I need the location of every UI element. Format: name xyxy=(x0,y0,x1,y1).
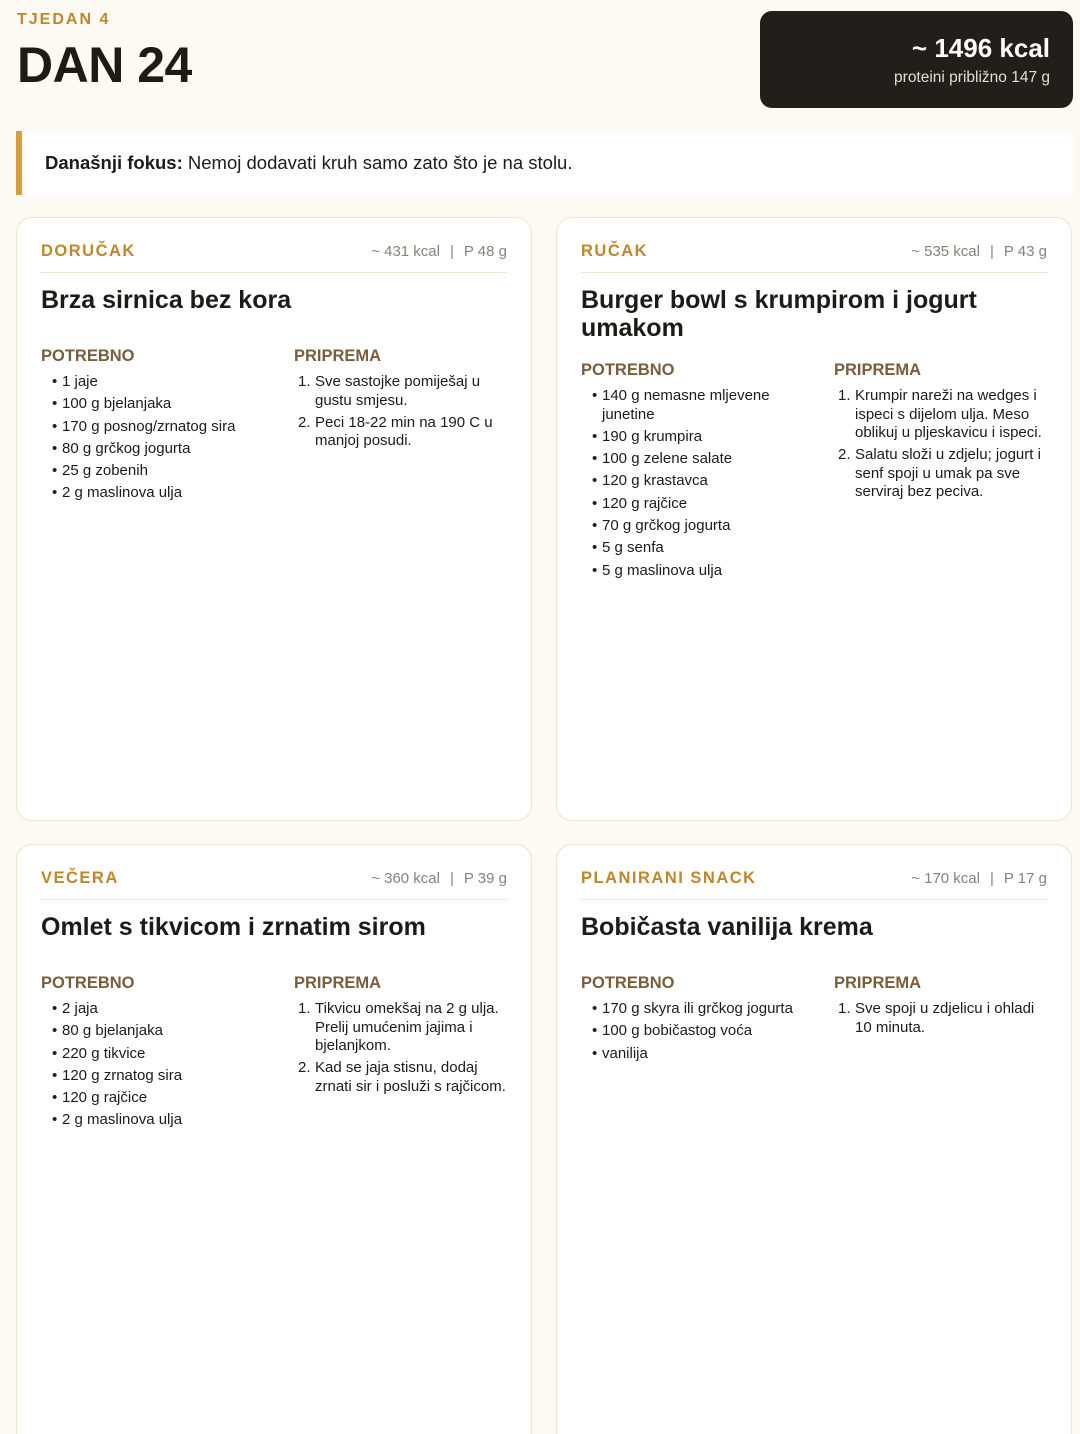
step-item: Sve sastojke pomiješaj u gustu smjesu. xyxy=(315,373,481,409)
ingredients-heading: POTREBNO xyxy=(581,974,675,992)
ingredient-item: • 100 g zelene salate xyxy=(581,450,801,469)
meal-kcal: ~ 431 kcal xyxy=(371,243,440,260)
ingredient-item: • 190 g krumpira xyxy=(581,428,801,447)
week-label: TJEDAN 4 xyxy=(17,11,111,28)
focus-label: Današnji fokus: xyxy=(45,152,183,173)
meal-protein: P 17 g xyxy=(1003,870,1047,887)
ingredient-item: • 2 g maslinova ulja xyxy=(41,1111,261,1130)
ingredients-list xyxy=(41,373,261,503)
meal-card-header xyxy=(581,867,1047,900)
steps-heading: PRIPREMA xyxy=(294,974,382,992)
meal-kcal: ~ 360 kcal xyxy=(371,870,440,887)
daily-focus-callout xyxy=(16,131,1073,195)
meal-title: Omlet s tikvicom i zrnatim sirom xyxy=(41,913,426,941)
meal-title: Burger bowl s krumpirom i jogurt umakom xyxy=(581,286,977,342)
meal-title: Brza sirnica bez kora xyxy=(41,286,292,314)
protein-note: proteini približno 147 g xyxy=(894,69,1050,86)
step-item: Kad se jaja stisnu, dodaj zrnati sir i posluži s rajčicom. xyxy=(315,1059,506,1095)
ingredients-column xyxy=(41,346,261,507)
meal-card-lunch xyxy=(556,217,1072,821)
meal-kcal: ~ 170 kcal xyxy=(911,870,980,887)
steps-list xyxy=(834,1000,1054,1037)
ingredient-item: • 140 g nemasne mljevene junetine xyxy=(581,387,801,424)
ingredient-item: • 70 g grčkog jogurta xyxy=(581,517,801,536)
ingredient-item: • 100 g bobičastog voća xyxy=(581,1022,801,1041)
meal-label: RUČAK xyxy=(581,242,649,260)
step-item: Peci 18-22 min na 190 C u manjoj posudi. xyxy=(315,413,493,450)
step-item: Tikvicu omekšaj na 2 g ulja. Prelij umućenim jajima i bjelanjkom. xyxy=(315,1000,499,1054)
meal-protein: P 48 g xyxy=(463,243,507,260)
ingredient-item: • 120 g rajčice xyxy=(581,495,801,514)
meal-card-header xyxy=(41,867,507,900)
meal-kcal: ~ 535 kcal xyxy=(911,243,980,260)
ingredient-item: • vanilija xyxy=(581,1045,801,1064)
meal-title: Bobičasta vanilija krema xyxy=(581,913,873,941)
steps-column xyxy=(294,346,514,455)
ingredients-list xyxy=(581,387,801,580)
meal-protein: P 39 g xyxy=(463,870,507,887)
ingredient-item: • 25 g zobenih xyxy=(41,462,261,481)
ingredients-heading: POTREBNO xyxy=(581,361,675,379)
steps-heading: PRIPREMA xyxy=(834,974,922,992)
ingredients-column xyxy=(41,973,261,1134)
meal-stats xyxy=(371,242,507,262)
ingredients-heading: POTREBNO xyxy=(41,347,135,365)
meal-label: PLANIRANI SNACK xyxy=(581,869,757,887)
ingredient-item: • 100 g bjelanjaka xyxy=(41,395,261,414)
ingredient-item: • 5 g senfa xyxy=(581,539,801,558)
ingredients-column xyxy=(581,973,801,1067)
ingredient-item: • 120 g rajčice xyxy=(41,1089,261,1108)
ingredient-item: • 80 g grčkog jogurta xyxy=(41,440,261,459)
ingredient-item: • 2 g maslinova ulja xyxy=(41,484,261,503)
ingredient-item: • 80 g bjelanjaka xyxy=(41,1022,261,1041)
steps-list xyxy=(294,373,514,451)
steps-heading: PRIPREMA xyxy=(294,347,382,365)
meal-protein: P 43 g xyxy=(1003,243,1047,260)
ingredients-list xyxy=(41,1000,261,1130)
steps-heading: PRIPREMA xyxy=(834,361,922,379)
ingredient-item: • 5 g maslinova ulja xyxy=(581,562,801,581)
ingredients-column xyxy=(581,360,801,584)
ingredients-heading: POTREBNO xyxy=(41,974,135,992)
step-item: Krumpir nareži na wedges i ispeci s dijelom ulja. Meso oblikuj u pljeskavicu i ispeci. xyxy=(855,387,1042,441)
meal-label: VEČERA xyxy=(41,869,119,887)
ingredient-item: • 1 jaje xyxy=(41,373,261,392)
stats-separator: | xyxy=(449,870,454,887)
ingredient-item: • 2 jaja xyxy=(41,1000,261,1019)
meal-card-snack xyxy=(556,844,1072,1434)
stats-separator: | xyxy=(989,243,994,260)
steps-column xyxy=(294,973,514,1100)
kcal-total: ~ 1496 kcal xyxy=(911,33,1050,63)
stats-separator: | xyxy=(989,870,994,887)
daily-calorie-summary xyxy=(760,11,1073,108)
steps-list xyxy=(294,1000,514,1096)
meal-card-header xyxy=(581,240,1047,273)
meal-card-breakfast xyxy=(16,217,532,821)
ingredient-item: • 120 g krastavca xyxy=(581,472,801,491)
focus-text: Nemoj dodavati kruh samo zato što je na stolu. xyxy=(187,152,573,173)
steps-column xyxy=(834,973,1054,1041)
step-item: Salatu složi u zdjelu; jogurt i senf spoji u umak pa sve serviraj bez peciva. xyxy=(855,446,1041,501)
meal-stats xyxy=(911,242,1047,262)
meal-stats xyxy=(911,869,1047,889)
meal-card-header xyxy=(41,240,507,273)
ingredients-list xyxy=(581,1000,801,1063)
ingredient-item: • 120 g zrnatog sira xyxy=(41,1067,261,1086)
ingredient-item: • 220 g tikvice xyxy=(41,1045,261,1064)
meal-label: DORUČAK xyxy=(41,242,136,260)
ingredient-item: • 170 g posnog/zrnatog sira xyxy=(41,418,261,437)
meal-card-dinner xyxy=(16,844,532,1434)
stats-separator: | xyxy=(449,243,454,260)
day-header xyxy=(17,10,192,94)
ingredient-item: • 170 g skyra ili grčkog jogurta xyxy=(581,1000,801,1019)
steps-column xyxy=(834,360,1054,506)
steps-list xyxy=(834,387,1054,502)
meal-stats xyxy=(371,869,507,889)
day-title: DAN 24 xyxy=(17,37,192,93)
step-item: Sve spoji u zdjelicu i ohladi 10 minuta. xyxy=(855,1000,1035,1036)
